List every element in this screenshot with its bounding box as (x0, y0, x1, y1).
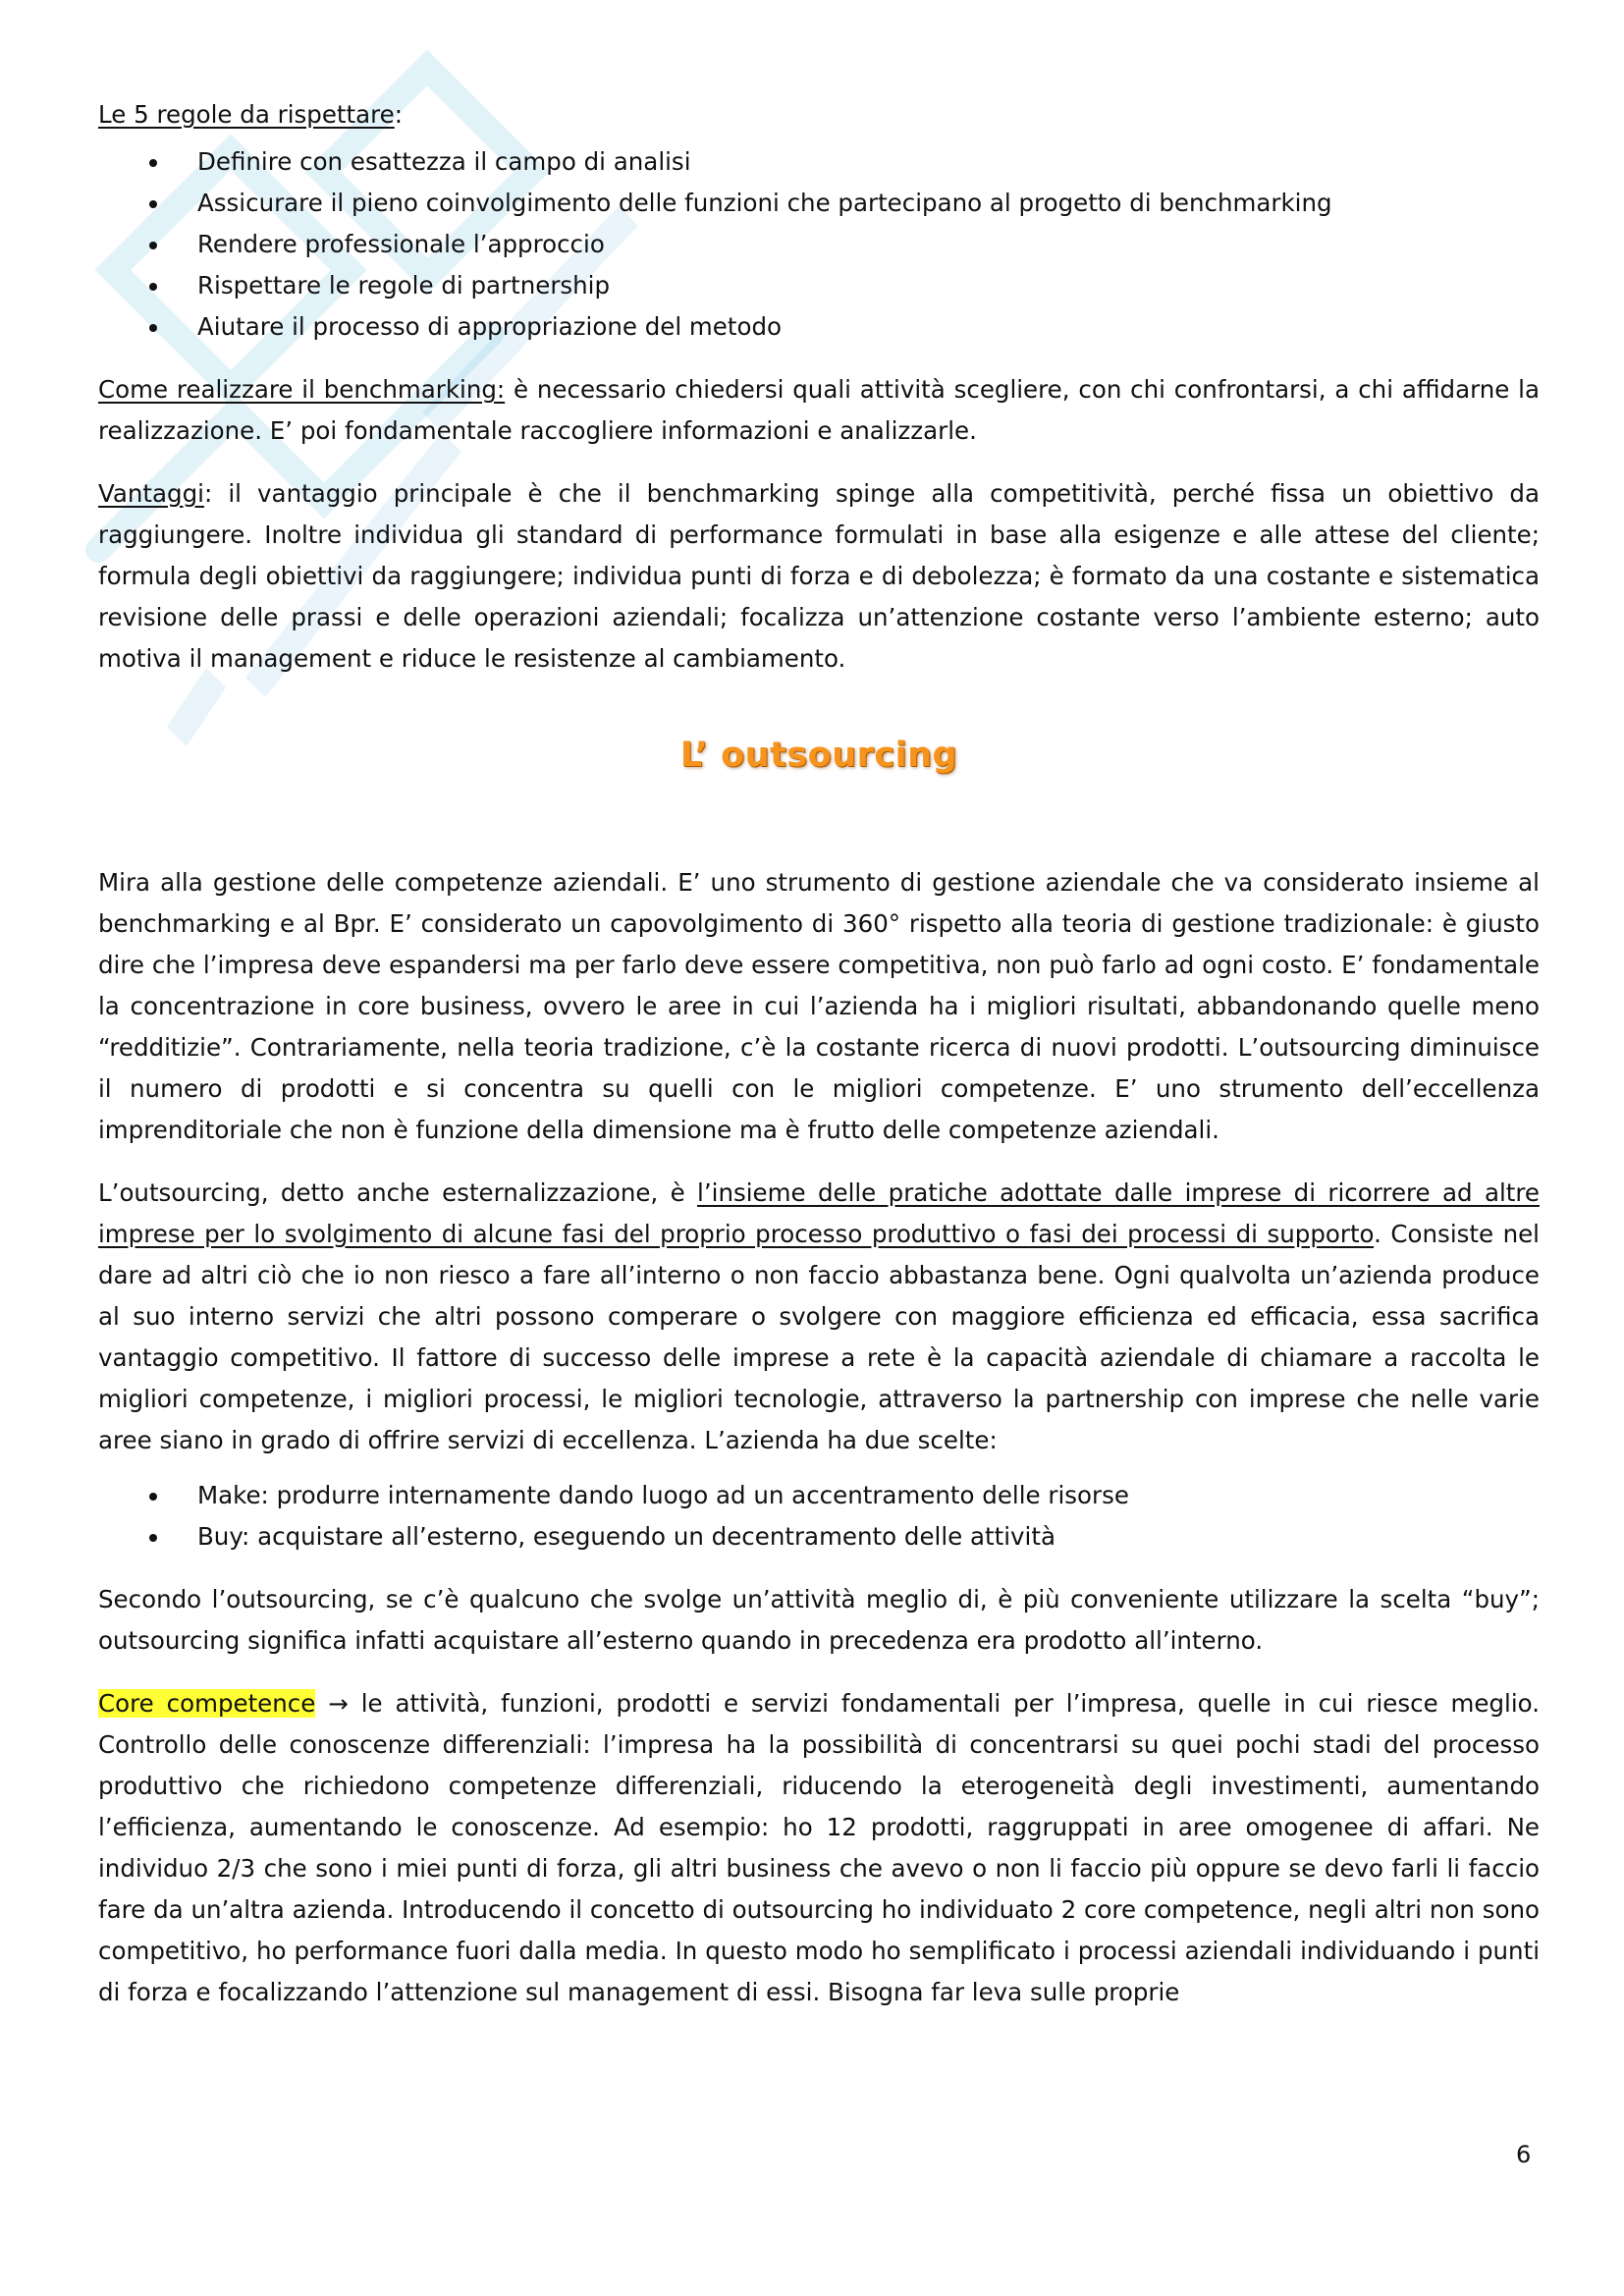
p2-before: L’outsourcing, detto anche esternalizzazione, è (98, 1178, 698, 1207)
document-page (98, 94, 1540, 2035)
rules-heading-label: Le 5 regole da rispettare (98, 100, 395, 129)
how-paragraph (98, 369, 1540, 452)
list-item: Rispettare le regole di partnership (98, 265, 1540, 306)
page-number: 6 (1516, 2141, 1532, 2168)
list-item: Rendere professionale l’approccio (98, 224, 1540, 265)
section-title: L’ outsourcing (679, 736, 958, 775)
list-item: Aiutare il processo di appropriazione del metodo (98, 306, 1540, 348)
arrow-icon: → (315, 1689, 361, 1718)
outsourcing-paragraph-3: Secondo l’outsourcing, se c’è qualcuno che svolge un’attività meglio di, è più conveniente utilizzare la scelta “buy”; outsourcing significa infatti acquistare all’esterno quando in precedenza era prodotto all’interno. (98, 1585, 1540, 1655)
rules-heading (98, 94, 1540, 136)
list-item: Assicurare il pieno coinvolgimento delle funzioni che partecipano al progetto di benchmarking (98, 183, 1540, 224)
core-competence-paragraph (98, 1683, 1540, 2013)
choices-list (98, 1475, 1540, 1558)
core-competence-text: le attività, funzioni, prodotti e servizi fondamentali per l’impresa, quelle in cui riesce meglio. Controllo delle conoscenze differenziali: l’impresa ha la possibilità di concentrarsi su quei pochi stadi del processo produttivo che richiedono competenze differenziali, riducendo la eterogeneità degli investimenti, aumentando l’efficienza, aumentando le conoscenze. Ad esempio: ho 12 prodotti, raggruppati in aree omogenee di affari. Ne individuo 2/3 che sono i miei punti di forza, gli altri business che avevo o non li faccio più oppure se devo farli li faccio fare da un’altra azienda. Introducendo il concetto di outsourcing ho individuato 2 core competence, negli altri non sono competitivo, ho performance fuori dalla media. In questo modo ho semplificato i processi aziendali individuando i punti di forza e focalizzando l’attenzione sul management di essi. Bisogna far leva sulle proprie (98, 1689, 1540, 2006)
how-label: Come realizzare il benchmarking: (98, 375, 506, 404)
advantages-text: : il vantaggio principale è che il benchmarking spinge alla competitività, perché fissa un obiettivo da raggiungere. Inoltre individua gli standard di performance formulati in base alla esigenze e alle attese del cliente; formula degli obiettivi da raggiungere; individua punti di forza e di debolezza; è formato da una costante e sistematica revisione delle prassi e delle operazioni aziendali; focalizza un’attenzione costante verso l’ambiente esterno; auto motiva il management e riduce le resistenze al cambiamento. (98, 479, 1540, 673)
rules-list (98, 141, 1540, 348)
outsourcing-paragraph-1: Mira alla gestione delle competenze aziendali. E’ uno strumento di gestione aziendale che va considerato insieme al benchmarking e al Bpr. E’ considerato un capovolgimento di 360° rispetto alla teoria di gestione tradizionale: è giusto dire che l’impresa deve espandersi ma per farlo deve essere competitiva, non può farlo ad ogni costo. E’ fondamentale la concentrazione in core business, ovvero le aree in cui l’azienda ha i migliori risultati, abbandonando quelle meno “redditizie”. Contrariamente, nella teoria tradizione, c’è la costante ricerca di nuovi prodotti. L’outsourcing diminuisce il numero di prodotti e si concentra su quelli con le migliori competenze. E’ uno strumento dell’eccellenza imprenditoriale che non è funzione della dimensione ma è frutto delle competenze aziendali. (98, 868, 1540, 1144)
outsourcing-paragraph-2 (98, 1173, 1540, 1461)
advantages-paragraph (98, 473, 1540, 680)
list-item: Make: produrre internamente dando luogo ad un accentramento delle risorse (98, 1475, 1540, 1516)
p2-after: . Consiste nel dare ad altri ciò che io non riesco a fare all’interno o non faccio abbastanza bene. Ogni qualvolta un’azienda produce al suo interno servizi che altri possono comperare o svolgere con maggiore efficienza ed efficacia, essa sacrifica vantaggio competitivo. Il fattore di successo delle imprese a rete è la capacità aziendale di chiamare a raccolta le migliori competenze, i migliori processi, le migliori tecnologie, attraverso la partnership con imprese che nelle varie aree siano in grado di offrire servizi di eccellenza. L’azienda ha due scelte: (98, 1220, 1540, 1454)
advantages-label: Vantaggi (98, 479, 204, 508)
how-text: è necessario chiedersi quali attività scegliere, con chi confrontarsi, a chi affidarne la realizzazione. E’ poi fondamentale raccogliere informazioni e analizzarle. (98, 375, 1540, 445)
list-item: Buy: acquistare all’esterno, eseguendo un decentramento delle attività (98, 1516, 1540, 1558)
core-competence-highlight: Core competence (98, 1689, 316, 1718)
rules-heading-colon: : (394, 100, 403, 129)
list-item: Definire con esattezza il campo di analisi (98, 141, 1540, 183)
p2-definition: l’insieme delle pratiche adottate dalle imprese di ricorrere ad altre imprese per lo svolgimento di alcune fasi del proprio processo produttivo o fasi dei processi di supporto (98, 1178, 1540, 1248)
